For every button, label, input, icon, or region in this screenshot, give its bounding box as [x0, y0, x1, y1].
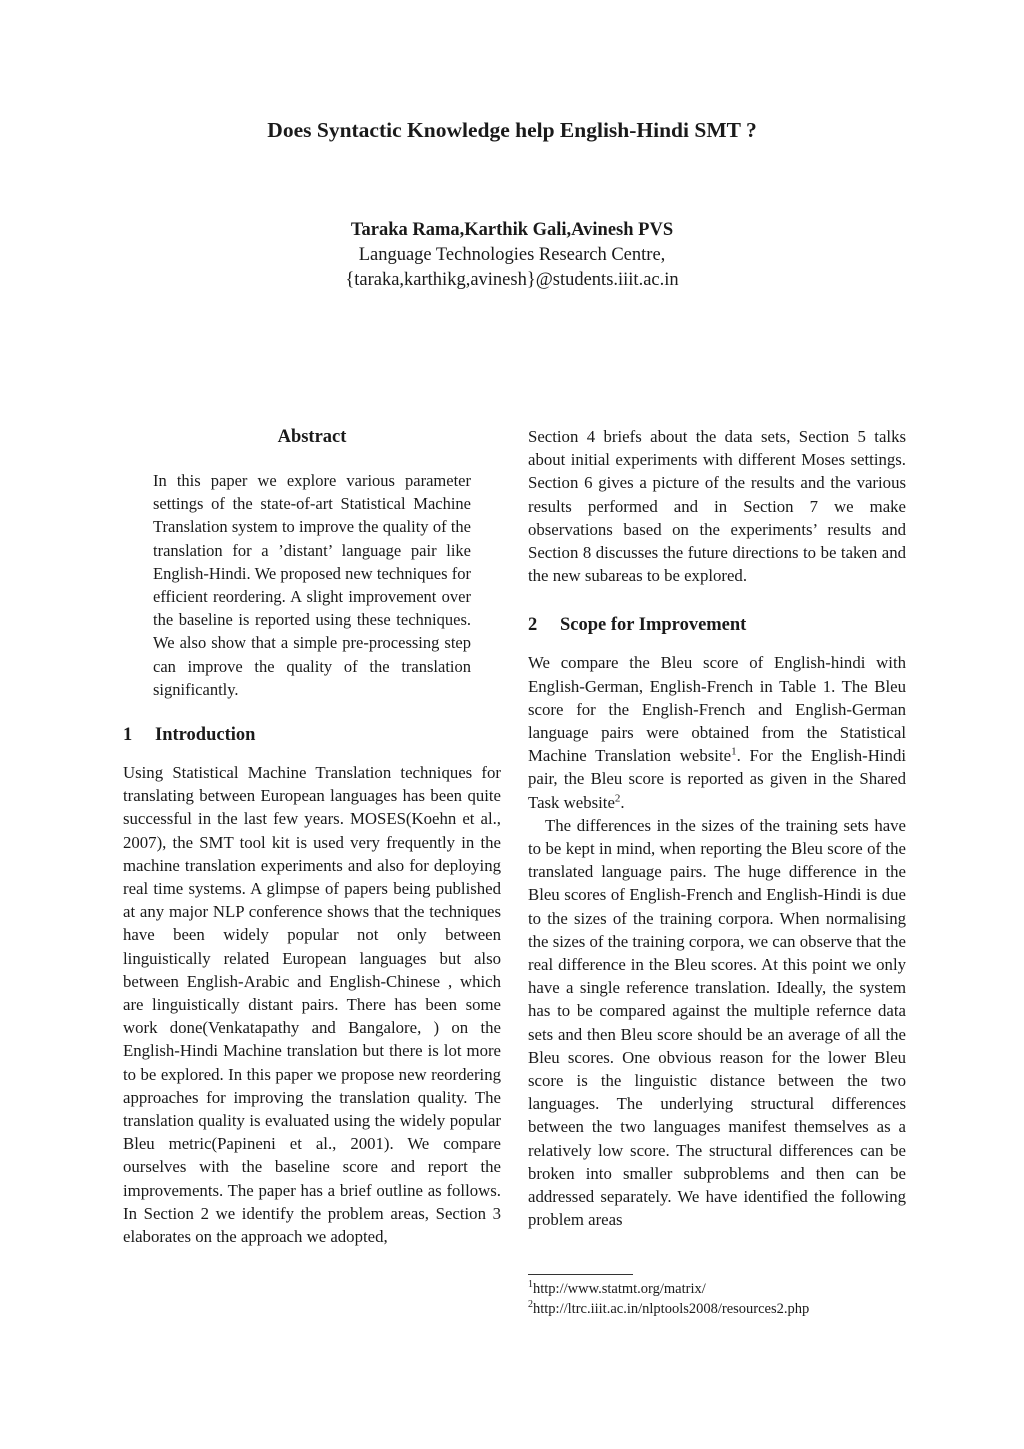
author-email: {taraka,karthikg,avinesh}@students.iiit.ac.in: [345, 270, 679, 290]
footnote-1: [528, 1279, 906, 1299]
section-heading-introduction: [123, 723, 501, 747]
scope-paragraph-1: [528, 651, 906, 813]
abstract-body: In this paper we explore various parameter settings of the state-of-art Statistical Machine Translation system to improve the quality of the translation for a ’distant’ language pair like English-Hindi. We proposed new techniques for efficient reordering. A slight improvement over the baseline is reported using these techniques. We also show that a simple pre-processing step can improve the quality of the translation significantly.: [153, 471, 471, 699]
footnote-ref-2: 2: [614, 792, 621, 805]
footnote-mark: 2: [528, 1299, 533, 1311]
footnote-text: http://ltrc.iiit.ac.in/nlptools2008/resources2.php: [533, 1301, 810, 1317]
footnote-ref-1: 1: [731, 745, 737, 758]
abstract-heading: Abstract: [277, 427, 347, 447]
author-names: Taraka Rama,Karthik Gali,Avinesh PVS: [350, 220, 674, 240]
footnote-text: http://www.statmt.org/matrix/: [533, 1281, 706, 1297]
footnotes: [528, 1274, 906, 1319]
left-column: [123, 425, 501, 1248]
scope-text: . For the English-Hindi pair, the Bleu score is reported as given in the Shared Task website: [528, 746, 906, 812]
section-number: 1: [123, 725, 133, 746]
scope-paragraph-2: The differences in the sizes of the training sets have to be kept in mind, when reporting the Bleu score of the translated language pairs. The huge difference in the Bleu scores of English-French and English-Hindi is due to the sizes of the training corpora. When normalising the sizes of the training corpora, we can observe that the real difference in the Bleu scores. At this point we only have a single reference translation. Ideally, the system has to be compared against the multiple refernce data sets and then Bleu score should be an average of all the Bleu scores. One obvious reason for the lower Bleu score is the linguistic distance between the two languages. The underlying structural differences between the two languages manifest themselves as a relatively low score. The structural differences can be broken into smaller subproblems and then can be addressed separately. We have identified the following problem areas: [528, 815, 906, 1230]
author-block: [0, 218, 1024, 293]
introduction-paragraph: Using Statistical Machine Translation techniques for translating between European languages has been quite successful in the last few years. MOSES(Koehn et al., 2007), the SMT tool kit is used very frequently in the machine translation experiments and also for deploying real time systems. A glimpse of papers being published at any major NLP conference shows that the techniques have been widely popular not only between linguistically related European languages but also between English-Arabic and English-Chinese , which are linguistically distant pairs. There has been some work done(Venkatapathy and Bangalore, ) on the English-Hindi Machine translation but there is lot more to be explored. In this paper we propose new reordering approaches for improving the translation quality. The translation quality is evaluated using the widely popular Bleu metric(Papineni et al., 2001). We compare ourselves with the baseline score and report the improvements. The paper has a brief outline as follows. In Section 2 we identify the problem areas, Section 3 elaborates on the approach we adopted,: [123, 763, 501, 1247]
right-column: [528, 425, 906, 1232]
footnote-mark: 1: [528, 1279, 533, 1291]
section-number: 2: [528, 615, 538, 636]
scope-text: .: [620, 792, 625, 812]
author-affiliation: Language Technologies Research Centre,: [358, 245, 666, 265]
section-heading-scope: [528, 613, 906, 637]
footnote-rule: [528, 1274, 633, 1275]
introduction-paragraph-continued: Section 4 briefs about the data sets, Section 5 talks about initial experiments with different Moses settings. Section 6 gives a picture of the results and the various results performed and in Section 7 we make observations based on the experiments’ results and Section 8 discusses the future directions to be taken and the new subareas to be explored.: [528, 427, 906, 586]
section-title: Introduction: [155, 725, 256, 746]
paper-title: Does Syntactic Knowledge help English-Hindi SMT ?: [267, 118, 757, 142]
scope-text: We compare the Bleu score of English-hindi with English-German, English-French in Table 1. The Bleu score for the English-French and English-German language pairs were obtained from the Statistical Machine Translation website: [528, 653, 906, 766]
footnote-2: [528, 1299, 906, 1319]
section-title: Scope for Improvement: [560, 615, 747, 636]
